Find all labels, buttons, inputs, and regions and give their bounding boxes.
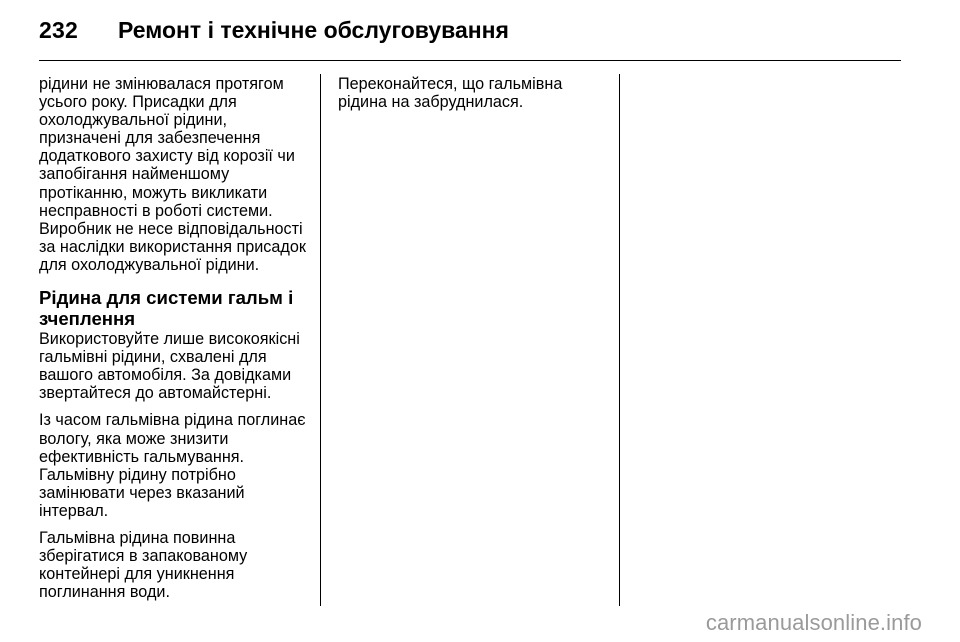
text-line: несправності в роботі системи. — [39, 201, 273, 220]
text-line: Із часом гальмівна рідина поглинає — [39, 411, 306, 430]
text-line: гальмівні рідини, схвалені для — [39, 348, 267, 367]
text-line: Гальмівну рідину потрібно — [39, 465, 236, 484]
text-line: замінювати через вказаний — [39, 483, 245, 502]
column-divider-left — [320, 74, 321, 606]
text-line: Використовуйте лише високоякісні — [39, 330, 300, 349]
text-line: рідина на забруднилася. — [338, 93, 524, 112]
text-line: Виробник не несе відповідальності — [39, 219, 303, 238]
text-line: ефективність гальмування. — [39, 447, 245, 466]
text-line: охолоджувальної рідини, — [39, 111, 228, 130]
text-line: поглинання води. — [39, 583, 170, 602]
heading-line: Рідина для системи гальм і — [39, 287, 294, 309]
middle-column — [338, 75, 618, 111]
page-header — [39, 14, 919, 54]
left-column — [39, 75, 319, 601]
text-line: запобігання найменшому — [39, 165, 230, 184]
text-line: вологу, яка може знизити — [39, 429, 229, 448]
text-line: контейнері для уникнення — [39, 565, 235, 584]
text-line: додаткового захисту від корозії чи — [39, 147, 295, 166]
text-line: звертайтеся до автомайстерні. — [39, 384, 272, 403]
watermark-text: carmanualsonline.info — [705, 610, 922, 635]
text-line: Переконайтеся, що гальмівна — [338, 75, 563, 93]
paragraph-contamination-check — [338, 75, 618, 111]
page-number: 232 — [39, 17, 78, 43]
paragraph-storage — [39, 529, 319, 601]
text-line: усього року. Присадки для — [39, 93, 237, 112]
page-title: Ремонт і технічне обслуговування — [118, 17, 509, 43]
text-line: вашого автомобіля. За довідками — [39, 366, 292, 385]
column-divider-right — [619, 74, 620, 606]
header-rule — [39, 60, 901, 61]
section-heading-brake-fluid — [39, 287, 319, 329]
paragraph-coolant-additives — [39, 75, 319, 274]
text-line: зберігатися в запакованому — [39, 547, 248, 566]
text-line: рідини не змінювалася протягом — [39, 75, 284, 93]
text-line: для охолоджувальної рідини. — [39, 255, 260, 274]
paragraph-moisture-absorption — [39, 411, 319, 520]
text-line: Гальмівна рідина повинна — [39, 528, 236, 547]
heading-line: зчеплення — [39, 308, 136, 330]
text-line: інтервал. — [39, 501, 109, 520]
text-line: за наслідки використання присадок — [39, 237, 306, 256]
text-line: протіканню, можуть викликати — [39, 183, 268, 202]
text-line: призначені для забезпечення — [39, 129, 261, 148]
paragraph-approved-fluids — [39, 330, 319, 402]
